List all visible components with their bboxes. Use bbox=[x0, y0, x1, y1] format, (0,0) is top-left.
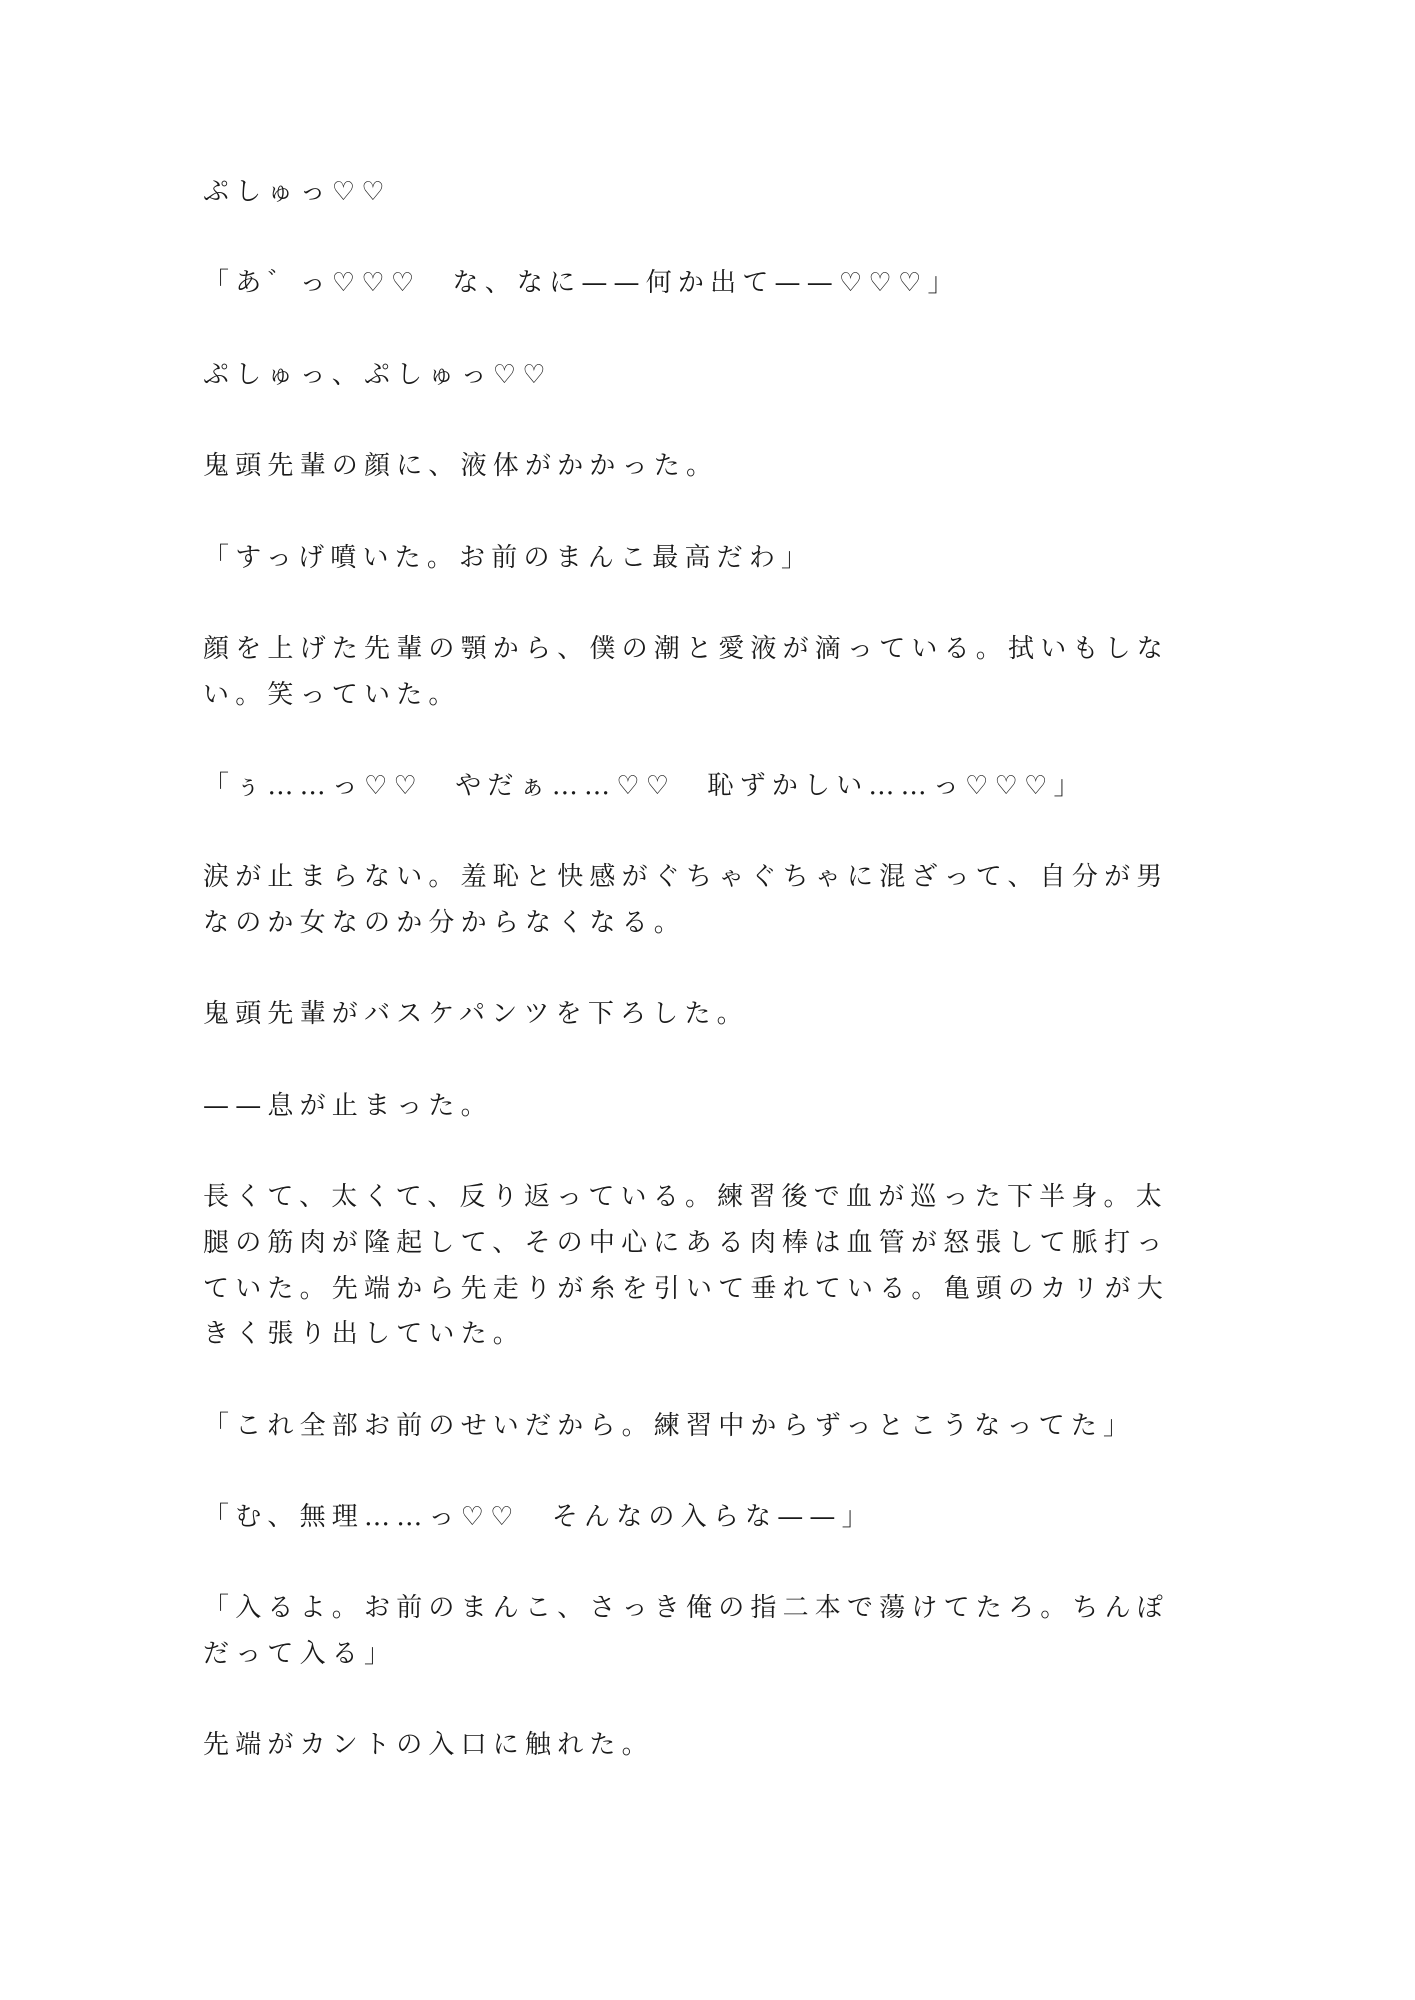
paragraph bbox=[203, 764, 1213, 810]
paragraph bbox=[203, 1586, 1213, 1677]
text-line: ていた。先端から先走りが糸を引いて垂れている。亀頭のカリが大 bbox=[203, 1273, 1170, 1304]
text-line: 「ぅ……っ♡♡ やだぁ……♡♡ 恥ずかしい……っ♡♡♡」 bbox=[203, 770, 1086, 801]
text-line: 腿の筋肉が隆起して、その中心にある肉棒は血管が怒張して脈打っ bbox=[203, 1227, 1169, 1258]
text-line: なのか女なのか分からなくなる。 bbox=[203, 908, 687, 938]
text-line: ——息が止まった。 bbox=[203, 1090, 493, 1121]
text-line: 「あ゛っ♡♡♡ な、なに——何か出て——♡♡♡」 bbox=[203, 268, 960, 299]
text-line: 先端がカントの入口に触れた。 bbox=[203, 1730, 654, 1761]
text-line: 「む、無理……っ♡♡ そんなの入らな——」 bbox=[203, 1501, 874, 1532]
paragraph bbox=[203, 1404, 1213, 1450]
paragraph bbox=[203, 855, 1213, 946]
paragraph bbox=[203, 536, 1213, 582]
text-line: 鬼頭先輩の顔に、液体がかかった。 bbox=[203, 451, 719, 482]
paragraph bbox=[203, 261, 1213, 307]
paragraph bbox=[203, 992, 1213, 1038]
paragraph bbox=[203, 1495, 1213, 1541]
text-line: 顔を上げた先輩の顎から、僕の潮と愛液が滴っている。拭いもしな bbox=[203, 633, 1170, 664]
paragraph bbox=[203, 1084, 1213, 1130]
text-line: ぷしゅっ♡♡ bbox=[203, 177, 391, 207]
text-line: 「これ全部お前のせいだから。練習中からずっとこうなってた」 bbox=[203, 1410, 1136, 1441]
text-line: 涙が止まらない。羞恥と快感がぐちゃぐちゃに混ざって、自分が男 bbox=[203, 862, 1169, 893]
paragraph bbox=[203, 353, 1213, 399]
paragraph bbox=[203, 1723, 1213, 1769]
text-line: きく張り出していた。 bbox=[203, 1319, 526, 1350]
text-line: 「入るよ。お前のまんこ、さっき俺の指二本で蕩けてたろ。ちんぽ bbox=[203, 1593, 1170, 1624]
text-line: 鬼頭先輩がバスケパンツを下ろした。 bbox=[203, 999, 749, 1030]
paragraph bbox=[203, 627, 1213, 718]
paragraph bbox=[203, 444, 1213, 490]
text-line: だって入る」 bbox=[203, 1639, 397, 1669]
text-line: い。笑っていた。 bbox=[203, 679, 461, 710]
paragraph bbox=[203, 1175, 1213, 1358]
text-line: ぷしゅっ、ぷしゅっ♡♡ bbox=[203, 359, 552, 390]
paragraph bbox=[203, 170, 1213, 216]
text-line: 「すっげ噴いた。お前のまんこ最高だわ」 bbox=[203, 542, 814, 573]
document-page bbox=[203, 170, 1213, 1815]
text-line: 長くて、太くて、反り返っている。練習後で血が巡った下半身。太 bbox=[203, 1182, 1168, 1213]
